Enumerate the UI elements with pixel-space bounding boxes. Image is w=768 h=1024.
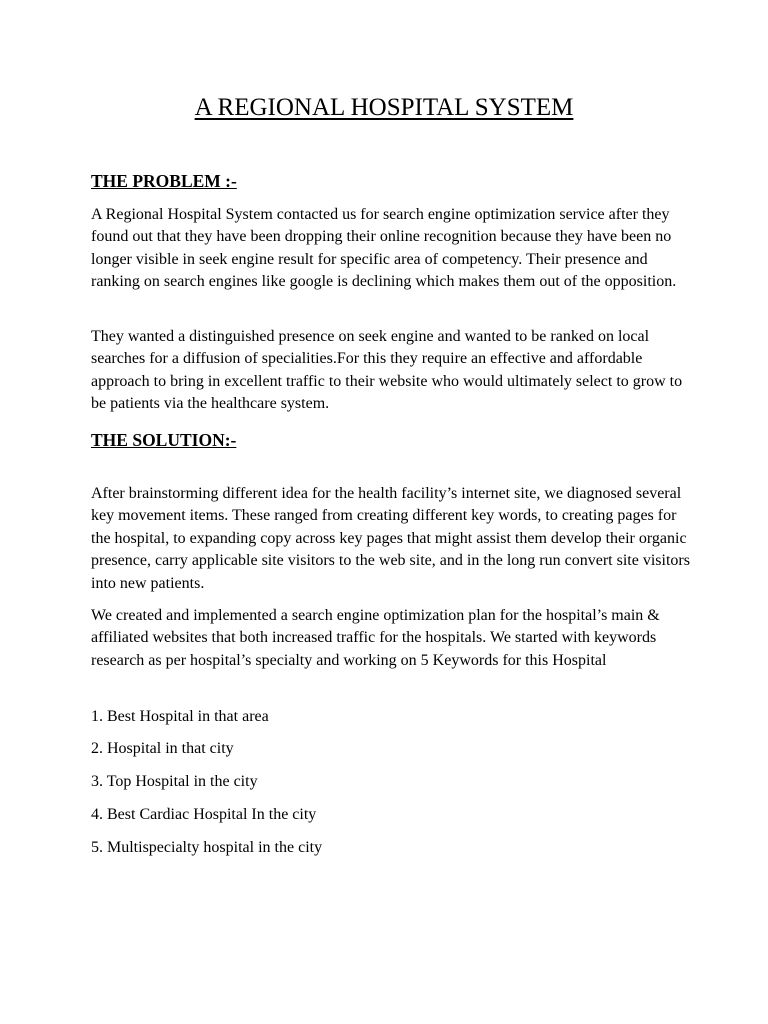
solution-heading: THE SOLUTION:- (91, 430, 237, 450)
keyword-item-5: 5. Multispecialty hospital in the city (91, 839, 323, 856)
keyword-item-2: 2. Hospital in that city (91, 740, 234, 757)
document-title: A REGIONAL HOSPITAL SYSTEM (194, 94, 574, 121)
solution-paragraph-2: We created and implemented a search engine optimization plan for the hospital’s main & affiliated websites that both increased traffic for the hospitals. We started with keywords research as per hospital’s specialty and working on 5 Keywords for this Hospital (91, 607, 660, 669)
problem-paragraph-2: They wanted a distinguished presence on seek engine and wanted to be ranked on local searches for a diffusion of specialities.For this they require an effective and affordable approach to bring in excellent traffic to their website who would ultimately select to grow to be patients via the healthcare system. (91, 328, 683, 413)
keyword-item-3: 3. Top Hospital in the city (91, 773, 258, 790)
solution-paragraph-1: After brainstorming different idea for the health facility’s internet site, we diagnosed several key movement items. These ranged from creating different key words, to creating pages for the hospital, to expanding copy across key pages that might assist them develop their organic presence, carry applicable site visitors to the web site, and in the long run convert site visitors into new patients. (91, 485, 690, 592)
problem-paragraph-1: A Regional Hospital System contacted us for search engine optimization service after they found out that they have been dropping their online recognition because they have been no longer visible in seek engine result for specific area of competency. Their presence and ranking on search engines like google is declining which makes them out of the opposition. (91, 206, 677, 291)
problem-heading: THE PROBLEM :- (91, 171, 237, 191)
keyword-item-4: 4. Best Cardiac Hospital In the city (91, 806, 317, 823)
keyword-item-1: 1. Best Hospital in that area (91, 708, 269, 725)
